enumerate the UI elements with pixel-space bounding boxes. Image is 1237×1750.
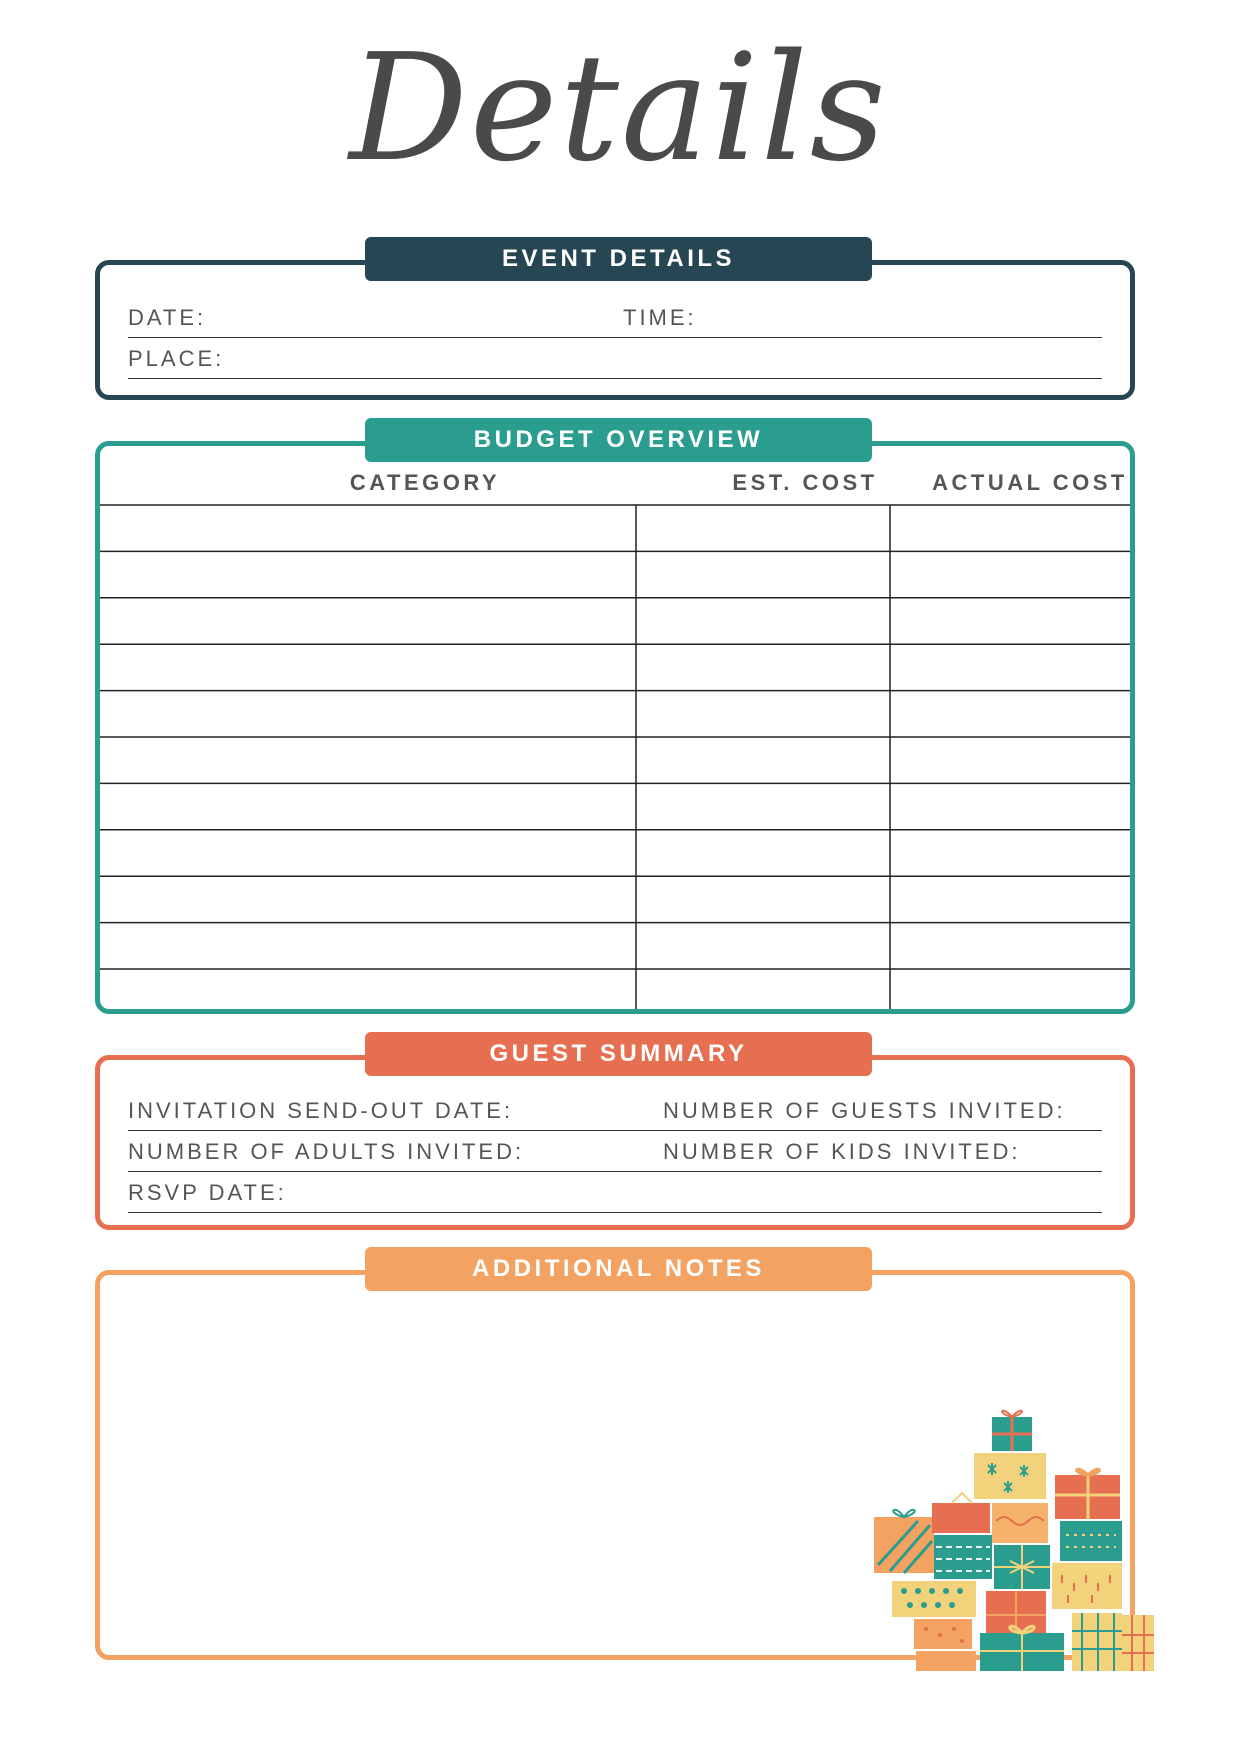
event-details-heading: EVENT DETAILS xyxy=(365,237,872,281)
date-time-row[interactable] xyxy=(128,297,1102,338)
invitation-send-out-label: INVITATION SEND-OUT DATE: xyxy=(128,1098,514,1123)
rsvp-label: RSVP DATE: xyxy=(128,1180,287,1205)
column-header-est-cost: EST. COST xyxy=(732,470,878,495)
budget-overview-heading: BUDGET OVERVIEW xyxy=(365,418,872,462)
column-header-category: CATEGORY xyxy=(349,470,501,495)
event-details-section xyxy=(95,260,1135,400)
additional-notes-heading: ADDITIONAL NOTES xyxy=(365,1247,872,1291)
column-header-actual-cost: ACTUAL COST xyxy=(932,470,1128,495)
place-label: PLACE: xyxy=(128,346,225,371)
kids-invited-label: NUMBER OF KIDS INVITED: xyxy=(663,1139,1021,1164)
guest-summary-heading: GUEST SUMMARY xyxy=(365,1032,872,1076)
stacked-gift-boxes-icon xyxy=(870,1395,1160,1675)
guest-summary-section xyxy=(95,1055,1135,1230)
guests-invited-label: NUMBER OF GUESTS INVITED: xyxy=(663,1098,1066,1123)
page-title: Details xyxy=(349,22,888,194)
adults-invited-label: NUMBER OF ADULTS INVITED: xyxy=(128,1139,525,1164)
time-label: TIME: xyxy=(623,305,697,330)
budget-overview-section xyxy=(95,441,1135,1014)
rsvp-row[interactable] xyxy=(128,1172,1102,1213)
budget-table-grid[interactable] xyxy=(100,446,1130,1009)
invitation-guests-row[interactable] xyxy=(128,1090,1102,1131)
date-label: DATE: xyxy=(128,305,207,330)
place-row[interactable] xyxy=(128,338,1102,379)
adults-kids-row[interactable] xyxy=(128,1131,1102,1172)
